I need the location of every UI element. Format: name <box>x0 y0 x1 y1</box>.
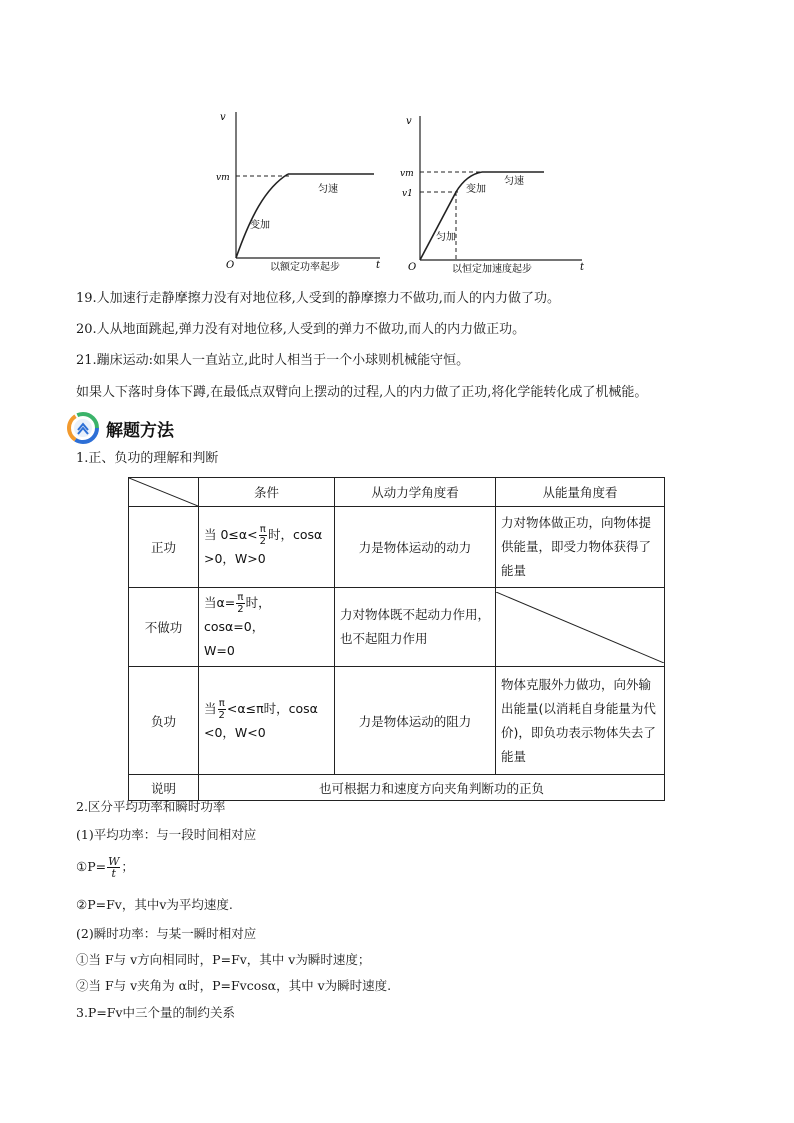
table-corner-cell <box>129 478 199 507</box>
header-dynamics: 从动力学角度看 <box>334 478 495 507</box>
vt-graph-rated-power <box>210 100 390 272</box>
header-energy: 从能量角度看 <box>495 478 664 507</box>
item-21: 21.蹦床运动:如果人一直站立,此时人相当于一个小球则机械能守恒。 <box>76 353 470 368</box>
section-title: 解题方法 <box>106 420 174 441</box>
table-row <box>129 667 665 775</box>
item-19: 19.人加速行走静摩擦力没有对地位移,人受到的静摩擦力不做功,而人的内力做了功。 <box>76 291 560 306</box>
corner-diagonal <box>129 478 198 506</box>
vt-graph-constant-accel <box>396 110 592 275</box>
row-label-zero: 不做功 <box>129 588 199 667</box>
graph2-axis-v-label: v <box>406 116 412 127</box>
graph1-vm-label: vm <box>216 173 230 183</box>
row-dynamics-positive: 力是物体运动的动力 <box>334 507 495 588</box>
subheading-2: 2.区分平均功率和瞬时功率 <box>76 799 226 814</box>
row-label-positive: 正功 <box>129 507 199 588</box>
table-row <box>129 588 665 667</box>
note-text: 也可根据力和速度方向夹角判断功的正负 <box>199 775 665 801</box>
graph2-axis-t-label: t <box>580 262 585 273</box>
work-sign-table <box>128 477 665 801</box>
graph1-caption: 以额定功率起步 <box>270 262 340 272</box>
row-energy-positive: 力对物体做正功，向物体提供能量，即受力物体获得了能量 <box>495 507 664 588</box>
graph1-uniform-label: 匀速 <box>318 184 338 195</box>
table-row <box>129 507 665 588</box>
graph1-axis-t-label: t <box>376 260 381 271</box>
graph1-axis-v-label: v <box>220 112 226 123</box>
empty-cell-diagonal <box>496 592 664 663</box>
graph2-variable-label: 变加 <box>466 184 486 195</box>
table-header-row <box>129 478 665 507</box>
item-22: 如果人下落时身体下蹲,在最低点双臂向上摆动的过程,人的内力做了正功,将化学能转化成了机械能。 <box>76 385 648 400</box>
graph2-uniform-accel-label: 匀加 <box>436 232 456 243</box>
graph2-origin: O <box>408 262 417 273</box>
inst-power-title: (2)瞬时功率：与某一瞬时相对应 <box>76 926 257 941</box>
row-dynamics-negative: 力是物体运动的阻力 <box>334 667 495 775</box>
row-condition-negative: 当 $\frac{\pi}{2}$ <α≤π时，cosα <0，W<0 <box>199 667 335 775</box>
avg-power-title: (1)平均功率：与一段时间相对应 <box>76 827 257 842</box>
graph2-uniform-accel-line <box>420 192 456 260</box>
row-energy-negative: 物体克服外力做功，向外输出能量(以消耗自身能量为代价)，即负功表示物体失去了能量 <box>495 667 664 775</box>
row-dynamics-zero: 力对物体既不起动力作用，也不起阻力作用 <box>334 588 495 667</box>
avg-power-formula: ①P= $\frac{W}{t}$ ； <box>76 855 134 880</box>
avg-power-fv: ②P=Fv，其中v为平均速度. <box>76 897 233 912</box>
table-note-row <box>129 775 665 801</box>
graph1-variable-label: 变加 <box>250 220 270 231</box>
graph2-uniform-label: 匀速 <box>504 176 524 187</box>
row-condition-zero: 当α= $\frac{\pi}{2}$ 时，cosα=0， W=0 <box>199 588 335 667</box>
graph2-v1-label: v1 <box>402 189 413 199</box>
row-condition-positive: 当 0≤α< $\frac{\pi}{2}$ 时，cosα >0，W>0 <box>199 507 335 588</box>
graph1-curve <box>236 174 288 258</box>
inst-power-1: ①当 F与 v方向相同时，P=Fv，其中 v为瞬时速度； <box>76 952 371 967</box>
method-badge-icon <box>66 411 100 445</box>
graph2-vm-label: vm <box>400 169 414 179</box>
row-label-negative: 负功 <box>129 667 199 775</box>
inst-power-2: ②当 F与 v夹角为 α时，P=Fvcosα，其中 v为瞬时速度. <box>76 978 392 993</box>
row-energy-zero-empty <box>495 588 664 667</box>
header-condition: 条件 <box>199 478 335 507</box>
section-heading <box>66 410 174 446</box>
note-label: 说明 <box>129 775 199 801</box>
graph2-caption: 以恒定加速度起步 <box>452 264 532 275</box>
subheading-3: 3.P=Fv中三个量的制约关系 <box>76 1005 236 1020</box>
item-20: 20.人从地面跳起,弹力没有对地位移,人受到的弹力不做功,而人的内力做正功。 <box>76 322 526 337</box>
subheading-1: 1.正、负功的理解和判断 <box>76 451 219 466</box>
graph1-origin: O <box>226 260 235 271</box>
